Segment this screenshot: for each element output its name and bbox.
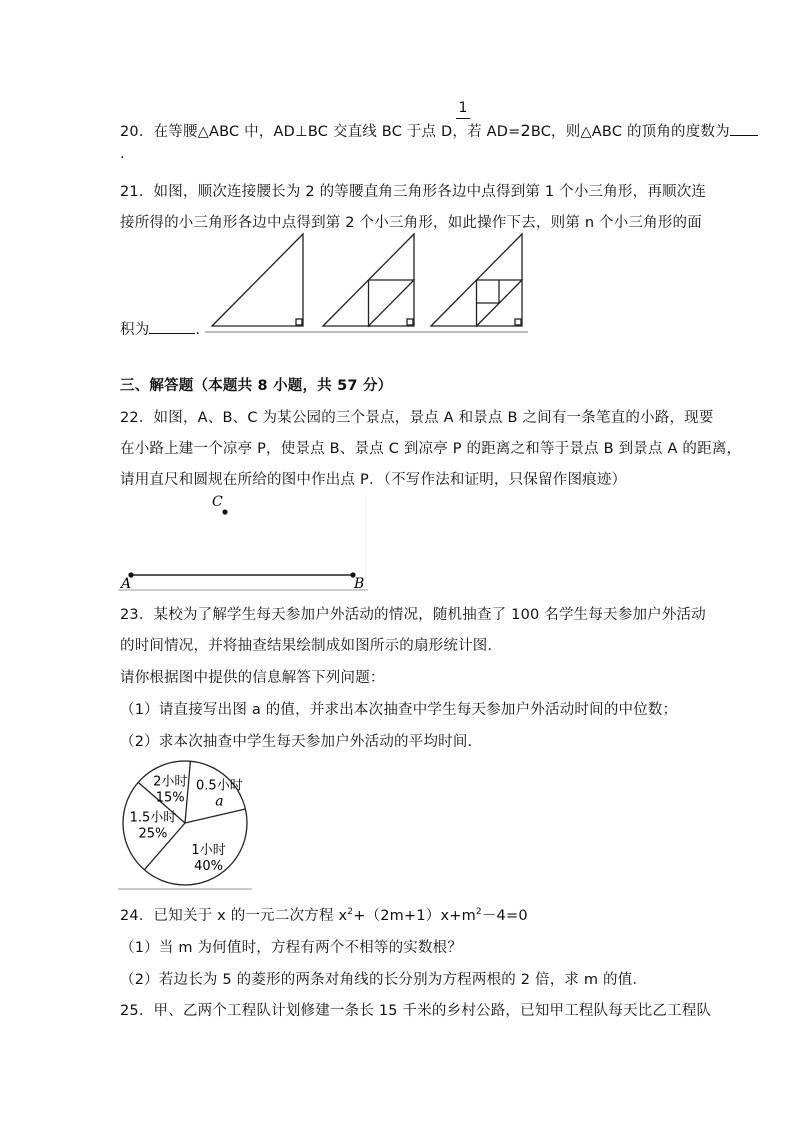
question-21-line3 — [120, 318, 200, 339]
q20-period: . — [120, 146, 125, 162]
q20-number: 20． — [120, 124, 154, 140]
fraction-denominator: 2 — [520, 121, 531, 140]
fraction-numerator: 1 — [458, 100, 468, 116]
question-20 — [120, 120, 758, 141]
label-b: B — [354, 576, 365, 592]
pie-slice-label: 1.5小时 — [129, 810, 177, 826]
q24-text-a: 24．已知关于 x 的一元二次方程 x — [120, 908, 348, 924]
question-25-line1: 25．甲、乙两个工程队计划修建一条长 15 千米的乡村公路，已知甲工程队每天比乙工程队 — [120, 1003, 712, 1019]
q24-sup-2: 2 — [475, 907, 482, 918]
answer-blank[interactable] — [149, 319, 195, 334]
label-c: C — [212, 494, 223, 510]
question-23-line4: （1）请直接写出图 a 的值，并求出本次抽查中学生每天参加户外活动时间的中位数； — [120, 702, 678, 718]
question-23-line2: 的时间情况，并将抽查结果绘制成如图所示的扇形统计图． — [120, 638, 503, 654]
triangle-3-midpoints-2 — [477, 280, 500, 303]
question-22-line3: 请用直尺和圆规在所给的图中作出点 P．（不写作法和证明，只保留作图痕迹） — [120, 472, 627, 488]
midpoint-triangles-figure — [205, 228, 530, 336]
pie-slice-value: 25% — [138, 826, 168, 842]
pie-slice-label: 2小时 — [153, 774, 188, 790]
park-map-figure — [118, 490, 370, 592]
q24-text-b: +（2m+1）x+m — [353, 908, 476, 924]
question-21-line2: 接所得的小三角形各边中点得到第 2 个小三角形，如此操作下去，则第 n 个小三角形的面 — [120, 215, 702, 231]
section-3-title: 三、解答题（本题共 8 小题，共 57 分） — [120, 378, 393, 394]
pie-slice-label: 0.5小时 — [196, 778, 243, 794]
question-23-line3: 请你根据图中提供的信息解答下列问题： — [120, 670, 385, 686]
question-22-line1: 22．如图，A、B、C 为某公园的三个景点，景点 A 和景点 B 之间有一条笔直的小路，现要 — [120, 410, 714, 426]
pie-slice-value: 15% — [155, 790, 185, 806]
question-23-line1: 23．某校为了解学生每天参加户外活动的情况，随机抽查了 100 名学生每天参加户外活动 — [120, 607, 706, 623]
question-22-line2: 在小路上建一个凉亭 P，使景点 B、景点 C 到凉亭 P 的距离之和等于景点 B 到景点 A 的距离， — [120, 441, 742, 457]
point-c — [222, 509, 227, 514]
q21-period: . — [195, 322, 201, 338]
q24-text-c: －4=0 — [481, 908, 528, 924]
q20-text-a: 在等腰△ABC 中，AD⊥BC 交直线 BC 于点 D，若 AD= — [153, 124, 521, 140]
pie-chart — [118, 758, 254, 892]
question-24-line1 — [120, 904, 528, 925]
pie-slice-label: 1小时 — [191, 843, 226, 859]
right-angle-mark-1 — [296, 319, 302, 325]
right-angle-mark-3 — [515, 319, 521, 325]
q21-text: 积为 — [120, 322, 150, 338]
fraction-bar — [456, 118, 470, 119]
q20-text-b: BC，则△ABC 的顶角的度数为 — [530, 124, 730, 140]
question-24-line3: （2）若边长为 5 的菱形的两条对角线的长分别为方程两根的 2 倍，求 m 的值． — [120, 972, 648, 988]
right-angle-mark-2 — [407, 319, 413, 325]
question-24-line2: （1）当 m 为何值时，方程有两个不相等的实数根？ — [120, 940, 463, 956]
label-a: A — [121, 576, 132, 592]
question-23-line5: （2）求本次抽查中学生每天参加户外活动的平均时间． — [120, 734, 483, 750]
q24-sup-1: 2 — [347, 907, 354, 918]
triangle-1 — [212, 234, 303, 326]
question-21-line1: 21．如图，顺次连接腰长为 2 的等腰直角三角形各边中点得到第 1 个小三角形，再顺次连 — [120, 184, 707, 200]
pie-slice-value: a — [215, 793, 224, 810]
pie-slice-value: 40% — [194, 859, 224, 875]
answer-blank[interactable] — [730, 121, 758, 136]
